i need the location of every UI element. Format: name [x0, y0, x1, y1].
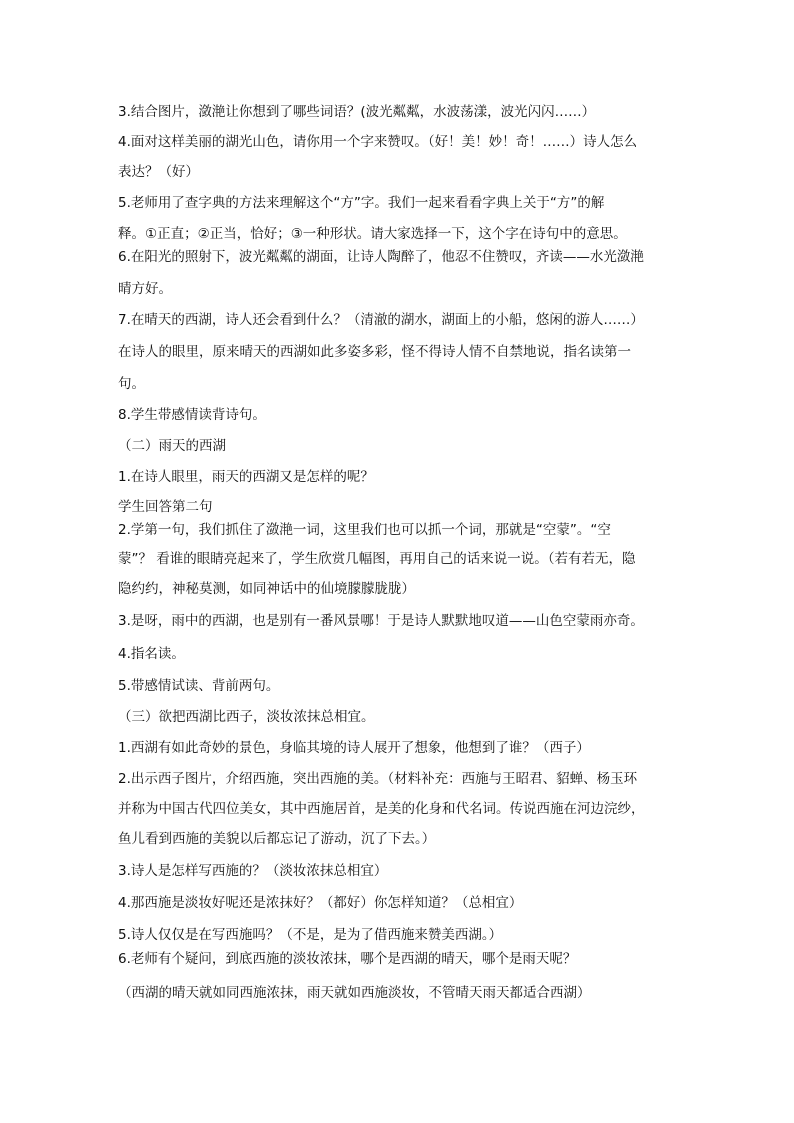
text-line: 隐约约，神秘莫测，如同神话中的仙境朦朦胧胧）	[118, 581, 415, 597]
text-line: 鱼儿看到西施的美貌以后都忘记了游动，沉了下去。）	[118, 831, 436, 847]
text-line: 晴方好。	[118, 281, 172, 297]
text-line: 7.在晴天的西湖，诗人还会看到什么？（清澈的湖水，湖面上的小船，悠闲的游人……）	[118, 312, 644, 328]
text-line: 蒙”？ 看谁的眼睛亮起来了，学生欣赏几幅图，再用自己的话来说一说。（若有若无，隐	[118, 551, 636, 567]
text-line: 4.面对这样美丽的湖光山色，请你用一个字来赞叹。（好！美！妙！奇！……）诗人怎么	[118, 134, 638, 150]
text-line: 1.在诗人眼里，雨天的西湖又是怎样的呢？	[118, 469, 374, 485]
text-line: 表达？（好）	[118, 164, 199, 180]
text-line: （西湖的晴天就如同西施浓抹，雨天就如西施淡妆，不管晴天雨天都适合西湖）	[118, 985, 591, 1001]
text-line: 4.指名读。	[118, 646, 185, 662]
text-line: 学生回答第二句	[118, 499, 213, 515]
text-line: 2.出示西子图片，介绍西施，突出西施的美。（材料补充：西施与王昭君、貂蝉、杨玉环	[118, 771, 638, 787]
text-line: 4.那西施是淡妆好呢还是浓抹好？（都好）你怎样知道？（总相宜）	[118, 895, 523, 911]
text-line: 1.西湖有如此奇妙的景色，身临其境的诗人展开了想象，他想到了谁？（西子）	[118, 740, 590, 756]
section-heading: （三）欲把西湖比西子，淡妆浓抹总相宜。	[118, 709, 375, 725]
text-line: 3.诗人是怎样写西施的？（淡妆浓抹总相宜）	[118, 863, 388, 879]
text-line: 2.学第一句，我们抓住了潋滟一词，这里我们也可以抓一个词，那就是“空蒙”。“空	[118, 522, 611, 538]
text-line: 6.在阳光的照射下，波光粼粼的湖面，让诗人陶醉了，他忍不住赞叹，齐读——水光潋滟	[118, 249, 644, 265]
text-line: 5.诗人仅仅是在写西施吗？（不是，是为了借西施来赞美西湖。）	[118, 927, 503, 943]
text-line: 3.是呀，雨中的西湖，也是别有一番风景哪！于是诗人默默地叹道——山色空蒙雨亦奇。	[118, 613, 644, 629]
text-line: 释。①正直；②正当，恰好；③一种形状。请大家选择一下，这个字在诗句中的意思。	[118, 226, 627, 242]
text-line: 3.结合图片，潋滟让你想到了哪些词语？(波光粼粼，水波荡漾，波光闪闪……）	[118, 104, 596, 120]
section-heading: （二）雨天的西湖	[118, 438, 226, 454]
text-line: 6.老师有个疑问，到底西施的淡妆浓抹，哪个是西湖的晴天，哪个是雨天呢？	[118, 951, 577, 967]
text-line: 句。	[118, 376, 145, 392]
text-line: 8.学生带感情读背诗句。	[118, 407, 266, 423]
text-line: 在诗人的眼里，原来晴天的西湖如此多姿多彩，怪不得诗人情不自禁地说，指名读第一	[118, 344, 631, 360]
text-line: 5.老师用了查字典的方法来理解这个“方”字。我们一起来看看字典上关于“方”的解	[118, 195, 605, 211]
text-line: 5.带感情试读、背前两句。	[118, 678, 280, 694]
text-line: 并称为中国古代四位美女，其中西施居首，是美的化身和代名词。传说西施在河边浣纱，	[118, 801, 645, 817]
